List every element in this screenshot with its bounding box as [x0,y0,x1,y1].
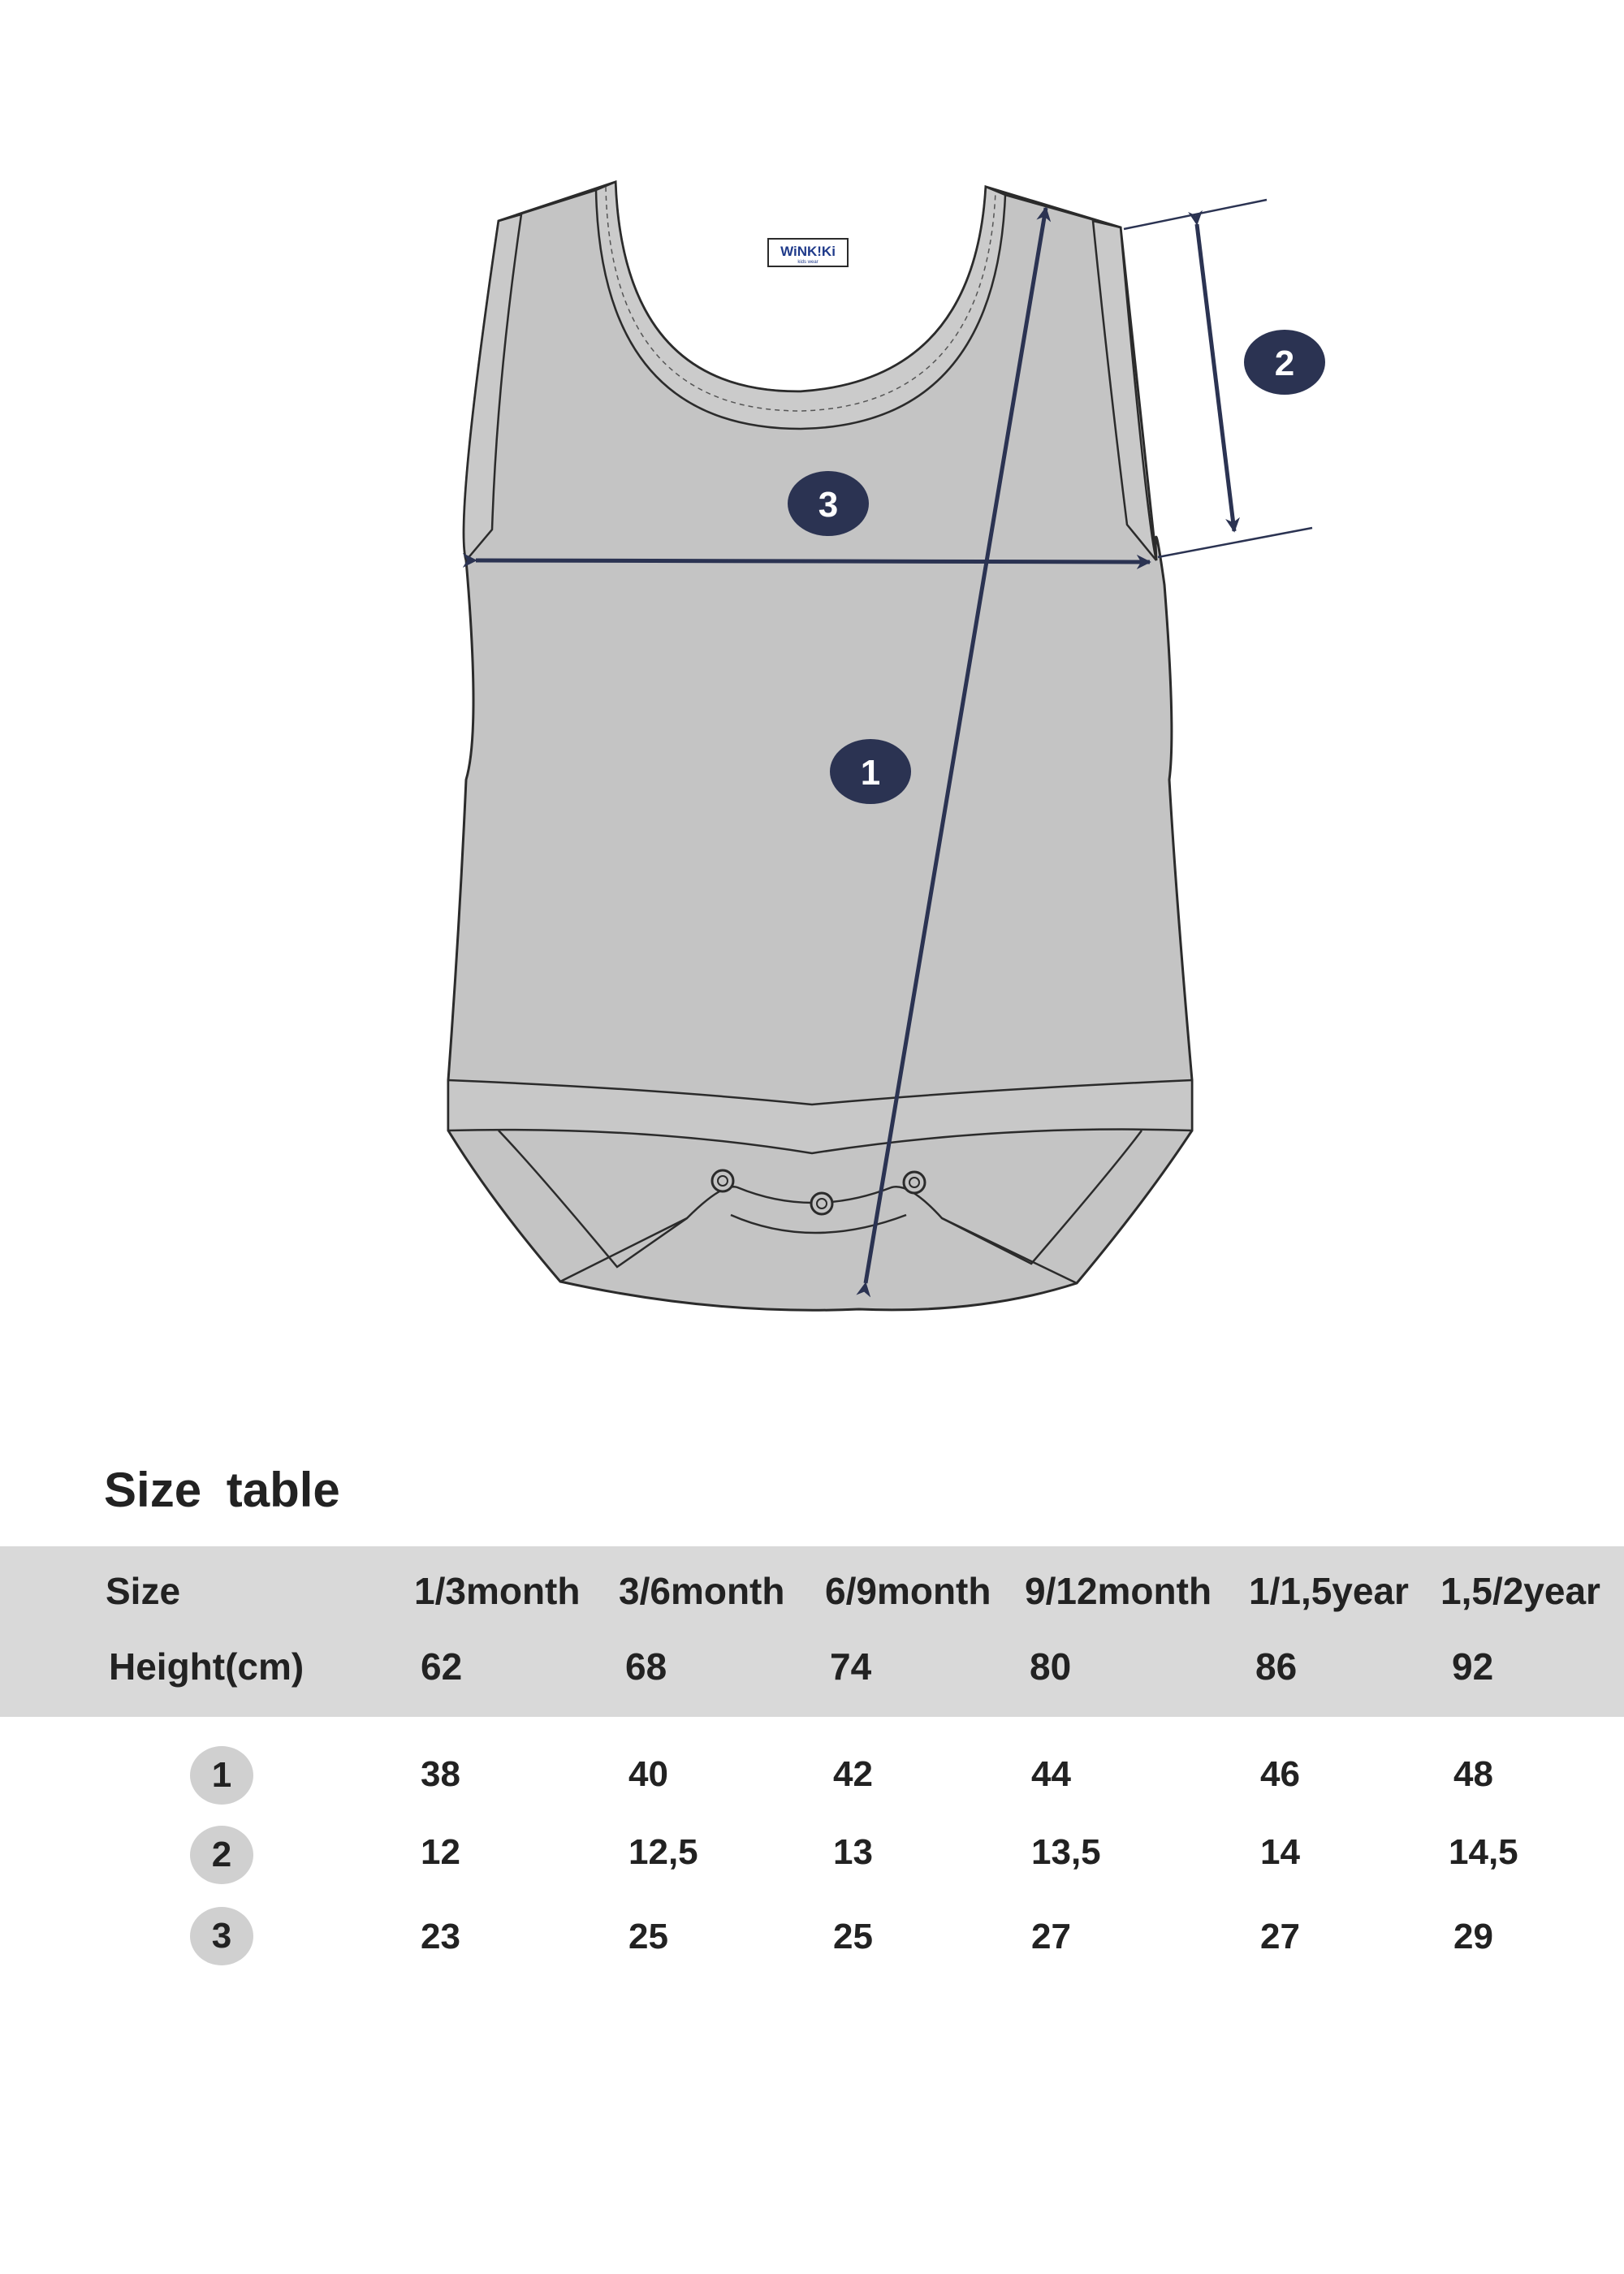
height-col-6: 92 [1452,1645,1494,1688]
size-col-5: 1/1,5year [1249,1570,1409,1612]
size-col-4: 9/12month [1025,1570,1212,1612]
row3-col-3: 25 [833,1917,873,1956]
marker-3 [788,471,869,536]
row3-col-2: 25 [628,1917,668,1956]
marker-2 [1244,330,1325,395]
height-col-5: 86 [1255,1645,1298,1688]
row-marker-3: 3 [190,1907,253,1965]
row1-col-1: 38 [421,1754,460,1794]
arrow-measure-3 [476,560,1150,562]
ref-line-bottom [1158,528,1312,557]
size-table-title: Size table [104,1463,340,1517]
row2-col-6: 14,5 [1449,1832,1518,1872]
svg-text:1: 1 [860,753,881,793]
row1-col-4: 44 [1031,1754,1071,1794]
row-marker-2: 2 [190,1826,253,1884]
size-col-2: 3/6month [619,1570,785,1612]
row1-col-3: 42 [833,1754,873,1794]
row2-col-5: 14 [1260,1832,1300,1872]
height-col-2: 68 [625,1645,667,1688]
row2-col-1: 12 [421,1832,460,1872]
row2-col-4: 13,5 [1031,1832,1101,1872]
svg-text:2: 2 [1274,344,1295,383]
row2-col-2: 12,5 [628,1832,698,1872]
size-row-label: Size [106,1570,181,1612]
row2-col-3: 13 [833,1832,873,1872]
size-col-3: 6/9month [825,1570,991,1612]
row-marker-1: 1 [190,1746,253,1805]
svg-text:3: 3 [818,485,839,525]
size-col-6: 1,5/2year [1440,1570,1600,1612]
svg-text:WiNK!Ki: WiNK!Ki [780,244,836,259]
row1-col-6: 48 [1453,1754,1493,1794]
row1-col-2: 40 [628,1754,668,1794]
row3-col-1: 23 [421,1917,460,1956]
brand-label [768,239,848,266]
height-row-label: Height(cm) [109,1645,304,1688]
svg-text:kids wear: kids wear [797,260,818,265]
size-col-1: 1/3month [414,1570,581,1612]
row1-col-5: 46 [1260,1754,1300,1794]
height-col-4: 80 [1030,1645,1072,1688]
height-col-3: 74 [830,1645,872,1688]
height-col-1: 62 [421,1645,463,1688]
row3-col-4: 27 [1031,1917,1071,1956]
arrow-measure-2 [1197,224,1234,531]
marker-1 [830,739,911,804]
row3-col-6: 29 [1453,1917,1493,1956]
row3-col-5: 27 [1260,1917,1300,1956]
